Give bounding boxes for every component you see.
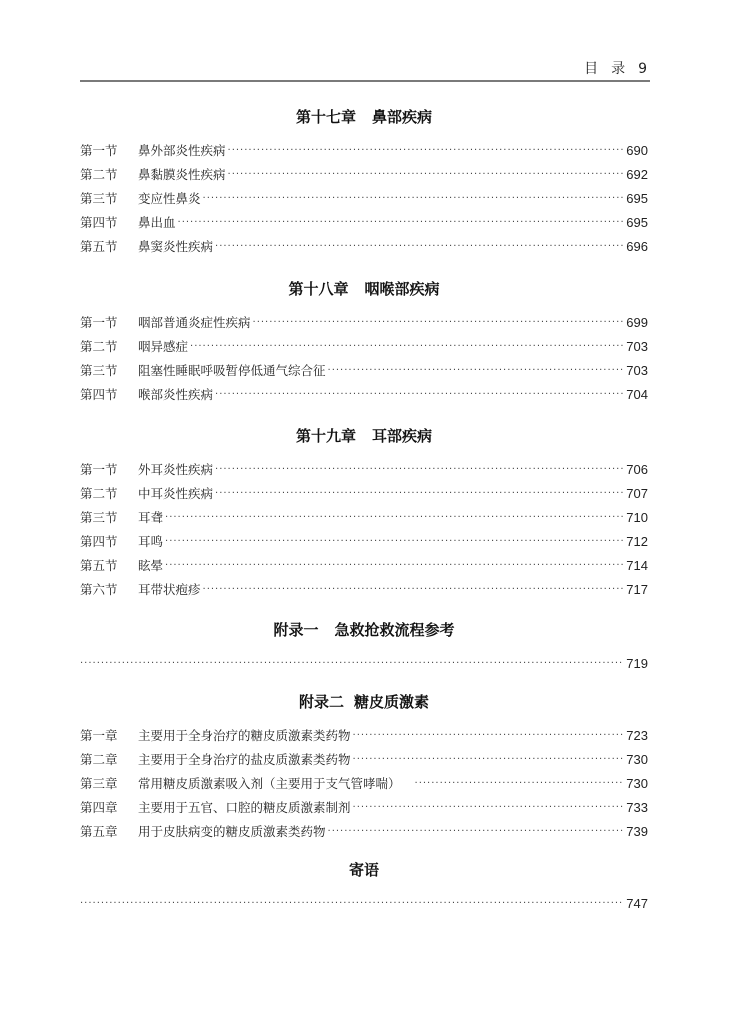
toc-entry[interactable] [80,235,648,259]
header-page-number: 9 [638,61,648,77]
toc-entry[interactable] [80,458,648,482]
heading-number: 第十九章 [295,427,356,445]
section-heading [80,424,648,448]
dot-leader [190,335,624,359]
entry-title: 喉部炎性疾病 [138,387,214,402]
heading-number: 第十七章 [295,108,356,126]
entry-title: 鼻黏膜炎性疾病 [138,167,226,182]
entry-number: 第二节 [80,486,118,501]
entry-number: 第三节 [80,363,118,378]
entry-title: 用于皮肤病变的糖皮质激素类药物 [138,824,326,839]
dot-leader [353,748,625,772]
entry-page: 707 [626,486,648,501]
entry-page: 696 [626,239,648,254]
entry-title: 主要用于五官、口腔的糖皮质激素制剂 [138,800,351,815]
entry-number: 第五节 [80,558,118,573]
entry-number: 第五节 [80,239,118,254]
entry-page: 712 [626,534,648,549]
entry-title: 鼻出血 [138,215,176,230]
entry-title: 耳鸣 [138,534,164,549]
heading-number: 附录一 [273,621,319,639]
dot-leader [215,458,624,482]
entry-page: 704 [626,387,648,402]
entry-page: 706 [626,462,648,477]
entry-number: 第四节 [80,215,118,230]
toc-entry[interactable] [80,211,648,235]
entry-title: 中耳炎性疾病 [138,486,214,501]
entry-page: 717 [626,582,648,597]
entry-page: 739 [626,824,648,839]
entry-page: 703 [626,339,648,354]
toc-entry[interactable] [80,335,648,359]
toc-entry[interactable] [80,724,648,748]
entry-number: 第四节 [80,387,118,402]
entry-title: 鼻窦炎性疾病 [138,239,214,254]
entry-number: 第一节 [80,143,118,158]
entry-title: 外耳炎性疾病 [138,462,214,477]
heading-title: 寄语 [348,861,379,879]
entry-page: 690 [626,143,648,158]
heading-title: 糖皮质激素 [354,693,430,711]
entry-title: 主要用于全身治疗的盐皮质激素类药物 [138,752,351,767]
header-title-b: 录 [611,61,627,77]
heading-number: 第十八章 [288,280,349,298]
entry-number: 第五章 [80,824,118,839]
entry-page: 695 [626,215,648,230]
toc-section-ch19 [80,424,648,602]
entry-page: 730 [626,752,648,767]
toc-entry[interactable] [80,530,648,554]
entry-number: 第三节 [80,191,118,206]
entry-title: 阻塞性睡眠呼吸暂停低通气综合征 [138,363,326,378]
running-header [80,56,650,82]
toc-entry[interactable] [80,482,648,506]
section-heading [80,690,648,714]
entry-number: 第一节 [80,315,118,330]
heading-title: 急救抢救流程参考 [334,621,455,639]
dot-leader [415,772,625,796]
heading-number: 附录二 [298,693,344,711]
header-title-a: 目 [584,61,600,77]
toc-entry[interactable] [80,820,648,844]
entry-page: 695 [626,191,648,206]
dot-leader [165,554,624,578]
entry-number: 第二节 [80,167,118,182]
toc-entry[interactable] [80,506,648,530]
entry-number: 第六节 [80,582,118,597]
entry-page: 699 [626,315,648,330]
dot-leader [228,163,625,187]
entry-title: 常用糖皮质激素吸入剂（主要用于支气管哮喘） [138,776,401,791]
entry-page: 719 [626,656,648,671]
dot-leader [328,820,625,844]
toc-entry[interactable] [80,772,648,796]
dot-leader [203,187,625,211]
entry-title: 变应性鼻炎 [138,191,201,206]
toc-entry[interactable] [80,163,648,187]
dot-leader [165,506,624,530]
toc-entry[interactable] [80,652,648,676]
entry-number: 第一节 [80,462,118,477]
heading-title: 耳部疾病 [372,427,433,445]
dot-leader [253,311,625,335]
entry-page: 730 [626,776,648,791]
dot-leader [178,211,625,235]
dot-leader [215,235,624,259]
entry-number: 第二章 [80,752,118,767]
entry-title: 咽异感症 [138,339,189,354]
toc-entry[interactable] [80,554,648,578]
toc-section-ch18 [80,277,648,407]
entry-number: 第三章 [80,776,118,791]
entry-page: 710 [626,510,648,525]
entry-number: 第二节 [80,339,118,354]
toc-section-ch17 [80,105,648,259]
toc-entry[interactable] [80,311,648,335]
toc-entry[interactable] [80,892,648,916]
entry-number: 第四节 [80,534,118,549]
entry-page: 723 [626,728,648,743]
toc-entry[interactable] [80,748,648,772]
entry-title: 眩晕 [138,558,164,573]
toc-entry[interactable] [80,359,648,383]
entry-number: 第一章 [80,728,118,743]
header-title [584,58,648,78]
toc-entry[interactable] [80,796,648,820]
dot-leader [353,796,625,820]
entry-page: 747 [626,896,648,911]
section-heading [80,277,648,301]
dot-leader [228,139,625,163]
entry-number: 第四章 [80,800,118,815]
dot-leader [328,359,625,383]
dot-leader [215,482,624,506]
entry-title: 耳带状疱疹 [138,582,201,597]
dot-leader [353,724,625,748]
heading-title: 咽喉部疾病 [364,280,440,298]
dot-leader [165,530,624,554]
heading-title: 鼻部疾病 [372,108,433,126]
entry-title: 咽部普通炎症性疾病 [138,315,251,330]
dot-leader [215,383,624,407]
toc-section-closing [80,858,648,916]
entry-title: 主要用于全身治疗的糖皮质激素类药物 [138,728,351,743]
dot-leader [80,652,624,676]
section-heading [80,618,648,642]
dot-leader [80,892,624,916]
entry-title: 耳聋 [138,510,164,525]
toc-entry[interactable] [80,383,648,407]
toc-entry[interactable] [80,139,648,163]
entry-page: 692 [626,167,648,182]
toc-entry[interactable] [80,578,648,602]
dot-leader [203,578,625,602]
entry-page: 703 [626,363,648,378]
entry-page: 714 [626,558,648,573]
toc-section-appendix-2 [80,690,648,844]
entry-page: 733 [626,800,648,815]
toc-entry[interactable] [80,187,648,211]
section-heading [80,105,648,129]
section-heading [80,858,648,882]
toc-section-appendix-1 [80,618,648,676]
entry-number: 第三节 [80,510,118,525]
entry-title: 鼻外部炎性疾病 [138,143,226,158]
